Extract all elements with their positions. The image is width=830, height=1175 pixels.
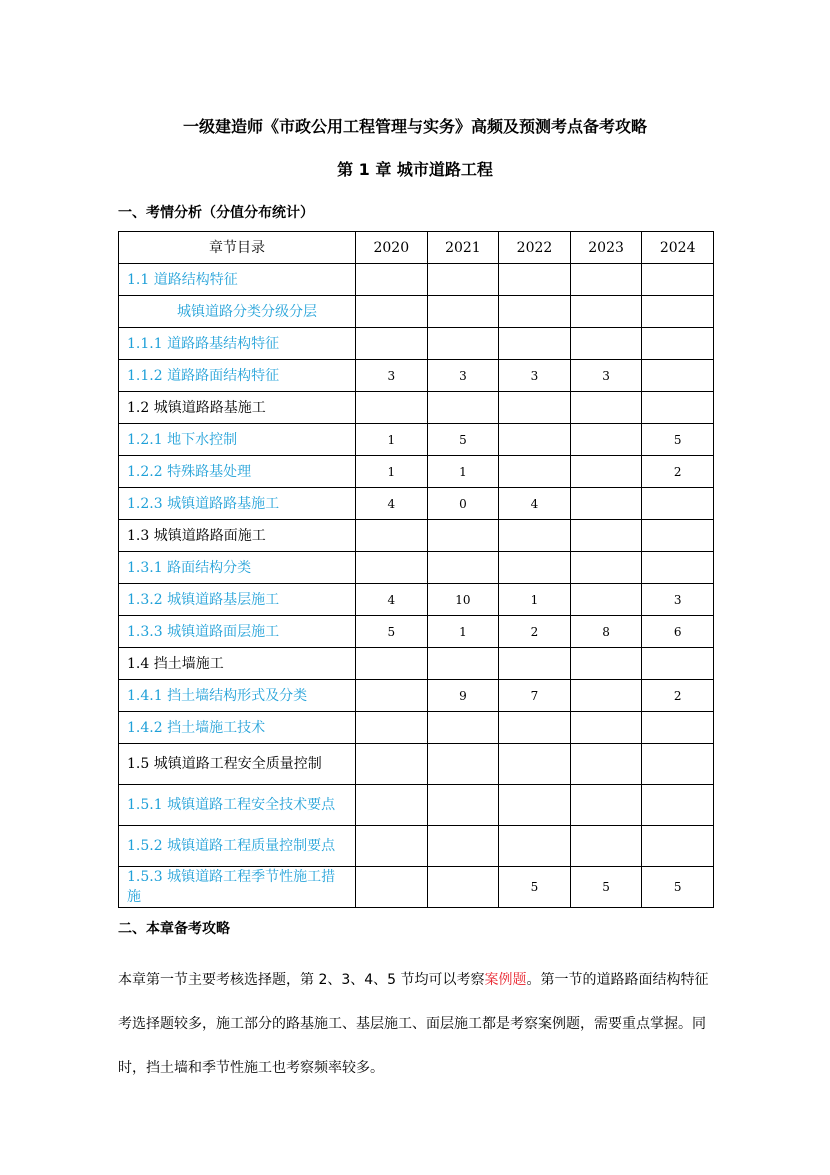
row-label: 1.5 城镇道路工程安全质量控制: [119, 744, 356, 785]
table-row: [119, 264, 714, 296]
row-label: 1.1.1 道路路基结构特征: [119, 328, 356, 360]
score-cell: [499, 328, 571, 360]
score-cell: 2: [642, 456, 714, 488]
score-cell: [427, 392, 499, 424]
score-cell: [427, 712, 499, 744]
score-cell: [356, 392, 428, 424]
row-label: 1.1 道路结构特征: [119, 264, 356, 296]
table-row: [119, 648, 714, 680]
score-cell: [356, 785, 428, 826]
score-cell: [570, 328, 642, 360]
score-cell: [642, 296, 714, 328]
table-row: [119, 328, 714, 360]
table-row: [119, 826, 714, 867]
table-header-row: [119, 232, 714, 264]
row-label: 1.5.2 城镇道路工程质量控制要点: [119, 826, 356, 867]
score-cell: [642, 264, 714, 296]
header-cell: 章节目录: [119, 232, 356, 264]
table-row: [119, 456, 714, 488]
score-cell: [642, 648, 714, 680]
score-cell: [356, 552, 428, 584]
paragraph-text: 本章第一节主要考核选择题，第 2、3、4、5 节均可以考察: [118, 972, 485, 988]
score-cell: [570, 552, 642, 584]
table-row: [119, 680, 714, 712]
score-cell: [642, 826, 714, 867]
score-cell: 6: [642, 616, 714, 648]
row-label: 1.4 挡土墙施工: [119, 648, 356, 680]
score-cell: 5: [427, 424, 499, 456]
strategy-paragraph: [118, 958, 718, 1090]
score-cell: [356, 680, 428, 712]
score-cell: 4: [499, 488, 571, 520]
score-cell: 5: [499, 867, 571, 908]
score-distribution-table: [118, 231, 714, 908]
row-label: 1.3.2 城镇道路基层施工: [119, 584, 356, 616]
score-cell: [642, 392, 714, 424]
score-cell: [570, 744, 642, 785]
score-cell: [570, 456, 642, 488]
score-cell: 7: [499, 680, 571, 712]
score-cell: [356, 744, 428, 785]
score-cell: [499, 648, 571, 680]
score-cell: [642, 744, 714, 785]
score-cell: [499, 520, 571, 552]
score-cell: [570, 392, 642, 424]
score-cell: [570, 296, 642, 328]
score-cell: 1: [499, 584, 571, 616]
score-cell: 0: [427, 488, 499, 520]
score-cell: 4: [356, 584, 428, 616]
score-cell: [499, 712, 571, 744]
score-cell: 3: [356, 360, 428, 392]
score-cell: [427, 785, 499, 826]
score-cell: 1: [356, 424, 428, 456]
row-label: 1.3.3 城镇道路面层施工: [119, 616, 356, 648]
row-label: 1.5.1 城镇道路工程安全技术要点: [119, 785, 356, 826]
score-cell: 5: [570, 867, 642, 908]
score-cell: [427, 552, 499, 584]
paragraph-text: 。第一节的道路路面结构特征考选择题较多，施工部分的路基施工、基层施工、面层施工都是考察案例题，需要重点掌握。同时，挡土墙和季节性施工也考察频率较多。: [118, 972, 709, 1076]
score-cell: [427, 648, 499, 680]
score-cell: 3: [570, 360, 642, 392]
score-cell: [499, 785, 571, 826]
score-cell: [642, 360, 714, 392]
highlight-text: 案例题: [484, 972, 527, 988]
score-cell: [499, 552, 571, 584]
score-cell: [356, 264, 428, 296]
score-cell: [499, 826, 571, 867]
score-cell: [427, 744, 499, 785]
score-cell: [499, 424, 571, 456]
table-row: [119, 360, 714, 392]
row-label: 1.5.3 城镇道路工程季节性施工措施: [119, 867, 356, 908]
header-cell: 2022: [499, 232, 571, 264]
score-cell: [356, 712, 428, 744]
row-label: 1.2.3 城镇道路路基施工: [119, 488, 356, 520]
score-cell: [499, 264, 571, 296]
row-label: 1.2.1 地下水控制: [119, 424, 356, 456]
row-label: 1.2 城镇道路路基施工: [119, 392, 356, 424]
row-label: 城镇道路分类分级分层: [119, 296, 356, 328]
score-cell: [642, 552, 714, 584]
row-label: 1.4.2 挡土墙施工技术: [119, 712, 356, 744]
score-cell: [570, 520, 642, 552]
score-cell: [356, 296, 428, 328]
table-row: [119, 867, 714, 908]
table-row: [119, 520, 714, 552]
score-cell: [427, 826, 499, 867]
score-cell: 10: [427, 584, 499, 616]
section-heading-analysis: 一、考情分析（分值分布统计）: [118, 205, 314, 221]
header-cell: 2020: [356, 232, 428, 264]
score-cell: [570, 785, 642, 826]
score-cell: 3: [642, 584, 714, 616]
header-cell: 2023: [570, 232, 642, 264]
header-cell: 2024: [642, 232, 714, 264]
score-cell: 2: [499, 616, 571, 648]
score-cell: [499, 296, 571, 328]
score-cell: [570, 264, 642, 296]
score-cell: [356, 328, 428, 360]
score-cell: [570, 712, 642, 744]
score-cell: [356, 520, 428, 552]
score-cell: 5: [642, 867, 714, 908]
score-cell: [642, 785, 714, 826]
score-cell: [570, 648, 642, 680]
score-cell: [570, 680, 642, 712]
score-cell: 5: [642, 424, 714, 456]
score-cell: [570, 584, 642, 616]
score-cell: 1: [427, 616, 499, 648]
score-cell: [642, 488, 714, 520]
score-cell: [427, 867, 499, 908]
table-row: [119, 488, 714, 520]
chapter-title: 第 1 章 城市道路工程: [337, 160, 493, 179]
score-cell: 1: [427, 456, 499, 488]
score-cell: [356, 826, 428, 867]
document-title: 一级建造师《市政公用工程管理与实务》高频及预测考点备考攻略: [182, 117, 647, 136]
score-cell: [427, 328, 499, 360]
score-cell: [642, 520, 714, 552]
row-label: 1.1.2 道路路面结构特征: [119, 360, 356, 392]
score-cell: [499, 392, 571, 424]
table-row: [119, 424, 714, 456]
row-label: 1.2.2 特殊路基处理: [119, 456, 356, 488]
table-row: [119, 712, 714, 744]
score-cell: [642, 712, 714, 744]
table-row: [119, 392, 714, 424]
header-cell: 2021: [427, 232, 499, 264]
score-cell: [642, 328, 714, 360]
row-label: 1.3.1 路面结构分类: [119, 552, 356, 584]
score-cell: [499, 456, 571, 488]
row-label: 1.4.1 挡土墙结构形式及分类: [119, 680, 356, 712]
score-cell: [427, 296, 499, 328]
score-cell: 3: [427, 360, 499, 392]
table-row: [119, 296, 714, 328]
score-cell: [356, 867, 428, 908]
score-cell: 3: [499, 360, 571, 392]
table-row: [119, 616, 714, 648]
score-cell: [499, 744, 571, 785]
table-row: [119, 552, 714, 584]
score-cell: 8: [570, 616, 642, 648]
score-cell: [356, 648, 428, 680]
score-cell: 5: [356, 616, 428, 648]
table-row: [119, 584, 714, 616]
score-cell: [570, 826, 642, 867]
score-cell: 1: [356, 456, 428, 488]
row-label: 1.3 城镇道路路面施工: [119, 520, 356, 552]
score-cell: 9: [427, 680, 499, 712]
section-heading-strategy: 二、本章备考攻略: [118, 921, 230, 937]
score-cell: [427, 264, 499, 296]
score-cell: [570, 488, 642, 520]
score-cell: [427, 520, 499, 552]
score-cell: 4: [356, 488, 428, 520]
score-cell: 2: [642, 680, 714, 712]
score-cell: [570, 424, 642, 456]
table-row: [119, 744, 714, 785]
table-row: [119, 785, 714, 826]
